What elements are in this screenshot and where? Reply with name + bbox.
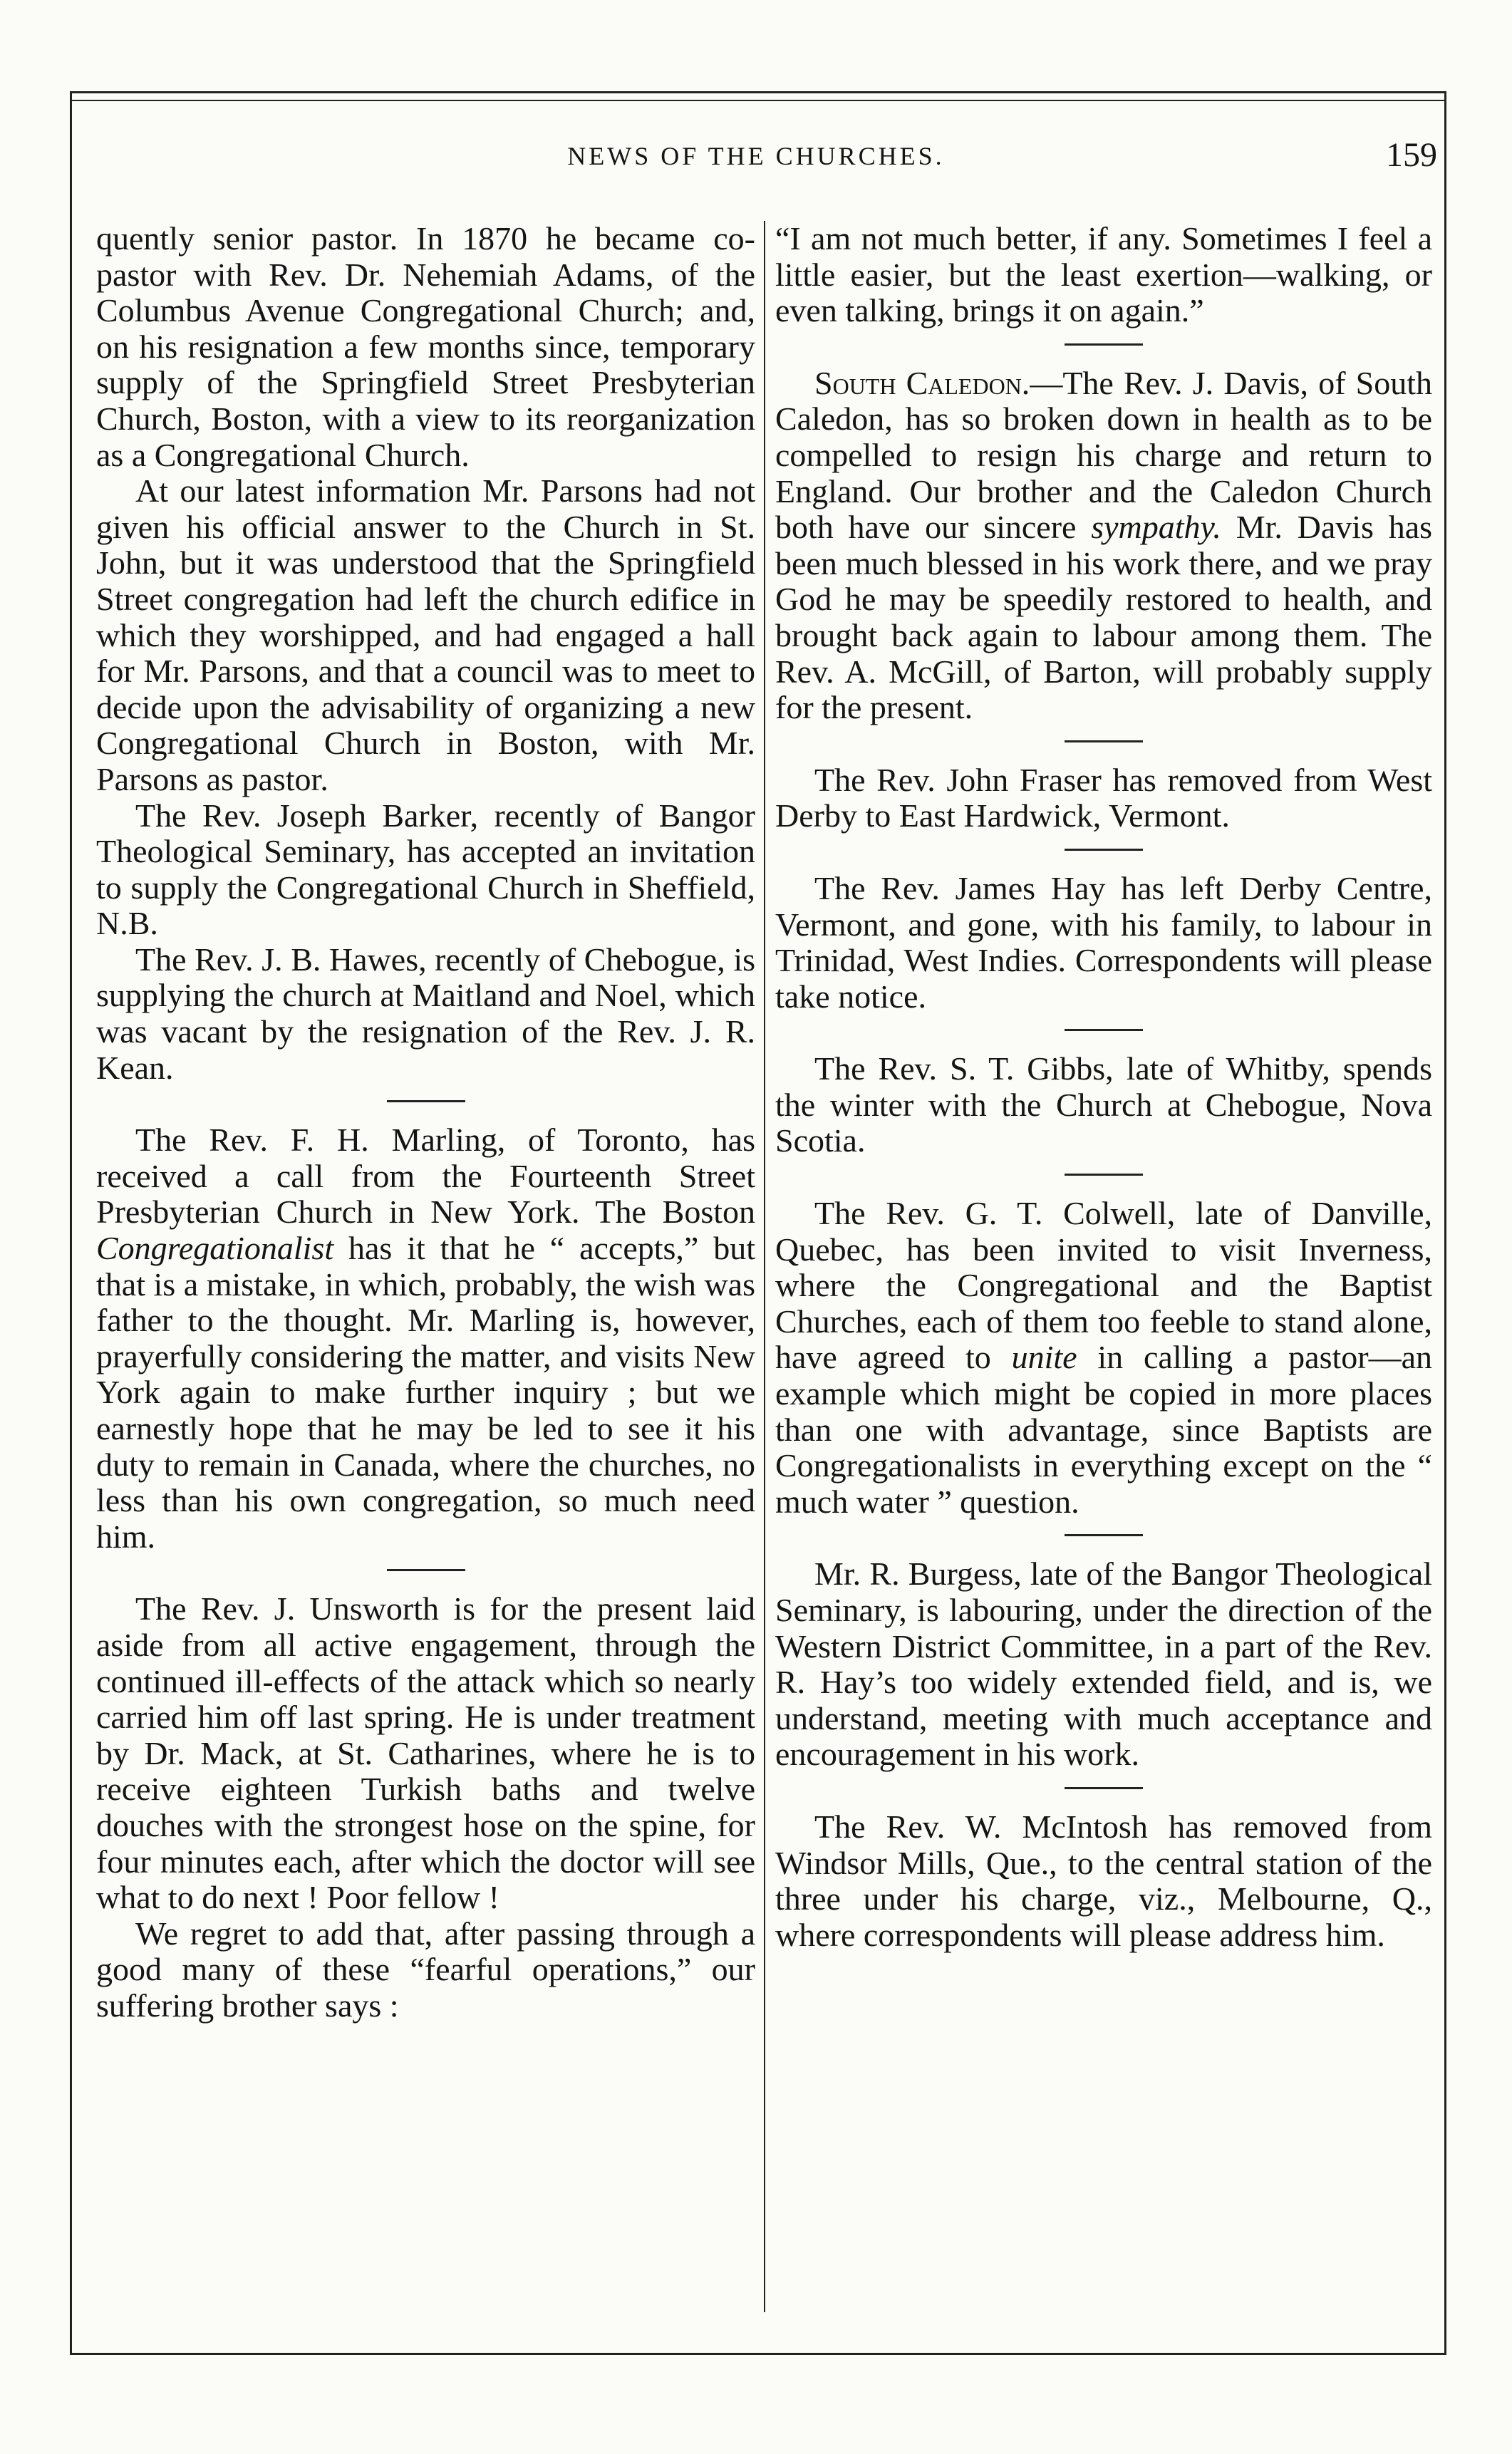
paragraph: We regret to add that, after passing through a good many of these “fearful operations,” our suffering brother says : xyxy=(96,1915,755,2024)
left-rule xyxy=(70,91,72,2355)
paragraph: At our latest information Mr. Parsons had not given his official answer to the Church in St. John, but it was understood that the Springfield Street congregation had left the church edifice in which they worshipped, and had engaged a hall for Mr. Parsons, and that a council was to meet to decide upon the advisability of organizing a new Congregational Church in Boston, with Mr. Parsons as pastor. xyxy=(96,472,755,797)
italic-run: unite xyxy=(1011,1339,1077,1376)
paragraph xyxy=(775,1196,1432,1520)
paragraph: The Rev. W. McIntosh has removed from Windsor Mills, Que., to the central station of the three under his charge, viz., Melbourne, Q., where correspondents will please address him. xyxy=(775,1808,1432,1953)
text-run: The Rev. F. H. Marling, of Toronto, has received a call from the Fourteenth Street Presbyterian Church in New York. The Boston xyxy=(96,1122,755,1231)
text-run: has it that he “ accepts,” but that is a mistake, in which, probably, the wish was father to the thought. Mr. Marling is, however, prayerfully considering the matter, and visits New York again to make further inquiry ; but we earnestly hope that he may be led to see it his duty to remain in Canada, where the churches, no less than his own congregation, so much need him. xyxy=(96,1230,756,1555)
section-separator xyxy=(1065,1534,1143,1536)
section-separator xyxy=(1065,1029,1143,1031)
paragraph xyxy=(775,366,1432,726)
paragraph: The Rev. S. T. Gibbs, late of Whitby, spends the winter with the Church at Chebogue, Nova Scotia. xyxy=(775,1050,1432,1159)
text-run: —The Rev. J. Davis, of South Caledon, has so broken down in health as to be compelled to resign his charge and return to England. Our brother and the Caledon Church both have our sincere xyxy=(775,364,1433,546)
paragraph: The Rev. J. Unsworth is for the present laid aside from all active engagement, through the continued ill-effects of the attack which so nearly carried him off last spring. He is under treatment by Dr. Mack, at St. Catharines, where he is to receive eighteen Turkish baths and twelve douches with the strongest hose on the spine, for four minutes each, after which the doctor will see what to do next ! Poor fellow ! xyxy=(96,1590,755,1916)
paragraph: quently senior pastor. In 1870 he became co-pastor with Rev. Dr. Nehemiah Adams, of the Columbus Avenue Congregational Church; and, on his resignation a few months since, temporary supply of the Springfield Street Presbyterian Church, Boston, with a view to its reorganization as a Congregational Church. xyxy=(96,220,755,473)
paragraph: “I am not much better, if any. Sometimes I feel a little easier, but the least exertion—walking, or even talking, brings it on again.” xyxy=(775,220,1432,329)
top-rule xyxy=(70,91,1446,93)
paragraph: The Rev. James Hay has left Derby Centre, Vermont, and gone, with his family, to labour in Trinidad, West Indies. Correspondents will please take notice. xyxy=(775,869,1432,1015)
section-heading: South Caledon. xyxy=(814,364,1030,401)
paragraph xyxy=(96,1122,755,1555)
section-separator xyxy=(1065,1787,1143,1789)
section-separator xyxy=(387,1569,465,1571)
section-separator xyxy=(387,1100,465,1102)
text-run: in calling a pastor—an example which might be copied in more places than one with advantage, since Baptists are Congregationalists in everything except on the “ much water ” question. xyxy=(775,1339,1433,1520)
right-column xyxy=(775,221,1432,1953)
bottom-rule xyxy=(70,2353,1446,2355)
text-run: Mr. Davis has been much blessed in his work there, and we pray God he may be speedily restored to health, and brought back again to labour among them. The Rev. A. McGill, of Barton, will probably supply for the present. xyxy=(775,509,1433,726)
italic-run: Congregationalist xyxy=(96,1230,334,1267)
running-title: NEWS OF THE CHURCHES. xyxy=(567,142,945,170)
paragraph: The Rev. Joseph Barker, recently of Bangor Theological Seminary, has accepted an invitation to supply the Congregational Church in Sheffield, N.B. xyxy=(96,797,755,942)
section-separator xyxy=(1065,1174,1143,1176)
section-separator xyxy=(1065,740,1143,742)
page-number: 159 xyxy=(1386,136,1437,174)
top-rule-inner xyxy=(70,100,1446,101)
column-divider xyxy=(764,221,765,2312)
paragraph: Mr. R. Burgess, late of the Bangor Theological Seminary, is labouring, under the direction of the Western District Committee, in a part of the Rev. R. Hay’s too widely extended field, and is, we understand, meeting with much acceptance and encouragement in his work. xyxy=(775,1555,1432,1773)
right-rule xyxy=(1444,91,1446,2355)
section-separator xyxy=(1065,343,1143,346)
page-header xyxy=(0,134,1512,184)
left-column xyxy=(96,221,755,2024)
paragraph: The Rev. J. B. Hawes, recently of Chebogue, is supplying the church at Maitland and Noel, which was vacant by the resignation of the Rev. J. R. Kean. xyxy=(96,941,755,1086)
italic-run: sympathy. xyxy=(1091,509,1221,546)
paragraph: The Rev. John Fraser has removed from West Derby to East Hardwick, Vermont. xyxy=(775,761,1432,834)
section-separator xyxy=(1065,849,1143,851)
text-run: The Rev. G. T. Colwell, late of Danville, Quebec, has been invited to visit Inverness, where the Congregational and the Baptist Churches, each of them too feeble to stand alone, have agreed to xyxy=(775,1195,1432,1376)
